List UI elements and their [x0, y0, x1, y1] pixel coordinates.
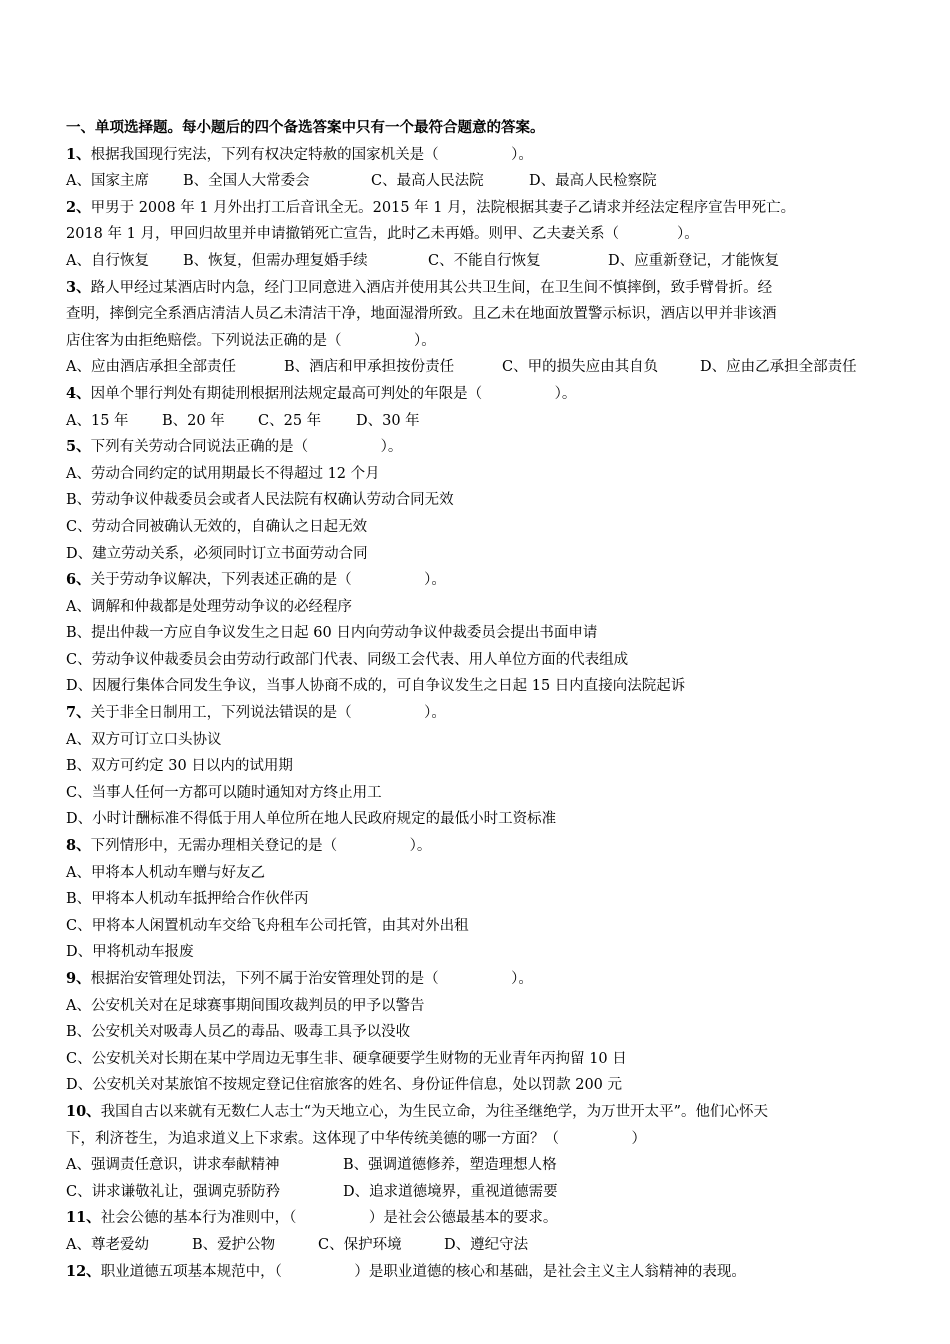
option-d: D、遵纪守法 — [444, 1236, 529, 1253]
option-b: B、劳动争议仲裁委员会或者人民法院有权确认劳动合同无效 — [66, 492, 454, 509]
question-11-options — [66, 1232, 886, 1259]
option-a: A、甲将本人机动车赠与好友乙 — [66, 864, 265, 881]
option-b: B、双方可约定 30 日以内的试用期 — [66, 758, 293, 775]
question-number: 6、 — [66, 571, 91, 589]
question-text-line1: 路人甲经过某酒店时内急，经门卫同意进入酒店并使用其公共卫生间，在卫生间不慎摔倒，致手臂骨折。经 — [90, 279, 773, 296]
question-4 — [66, 381, 886, 408]
question-8 — [66, 833, 886, 860]
question-7 — [66, 700, 886, 727]
option-b: B、20 年 — [162, 412, 225, 429]
question-text-line1: 我国自古以来就有无数仁人志士“为天地立心，为生民立命，为往圣继绝学，为万世开太平”。他们心怀天 — [100, 1103, 769, 1120]
option-c: C、当事人任何一方都可以随时通知对方终止用工 — [66, 784, 382, 801]
option-d: D、甲将机动车报废 — [66, 944, 194, 961]
option-c: C、公安机关对长期在某中学周边无事生非、硬拿硬要学生财物的无业青年丙拘留 10 日 — [66, 1050, 627, 1067]
question-3-continued: 店住客为由拒绝赔偿。下列说法正确的是（ ）。 — [66, 332, 436, 349]
option-b: B、公安机关对吸毒人员乙的毒品、吸毒工具予以没收 — [66, 1024, 411, 1041]
question-9 — [66, 966, 886, 993]
question-2-continued: 2018 年 1 月，甲回归故里并申请撤销死亡宣告，此时乙未再婚。则甲、乙夫妻关系（ ）。 — [66, 226, 699, 243]
question-number: 12、 — [66, 1262, 101, 1280]
option-c: C、25 年 — [258, 412, 322, 429]
question-number: 7、 — [66, 704, 91, 722]
option-b: B、恢复，但需办理复婚手续 — [183, 252, 368, 269]
option-c: C、不能自行恢复 — [428, 252, 541, 269]
question-10 — [66, 1099, 886, 1126]
option-d: D、30 年 — [356, 412, 420, 429]
option-a: A、双方可订立口头协议 — [66, 731, 222, 748]
question-text: 职业道德五项基本规范中，（ ）是职业道德的核心和基础，是社会主义主人翁精神的表现。 — [100, 1263, 746, 1280]
option-c: C、保护环境 — [318, 1236, 402, 1253]
question-text: 根据治安管理处罚法，下列不属于治安管理处罚的是（ ）。 — [90, 971, 533, 987]
question-text-line1: 甲男于 2008 年 1 月外出打工后音讯全无。2015 年 1 月，法院根据其妻子乙请求并经法定程序宣告甲死亡。 — [90, 199, 796, 216]
question-text: 根据我国现行宪法，下列有权决定特赦的国家机关是（ ）。 — [90, 146, 533, 163]
question-number: 11、 — [66, 1209, 101, 1227]
question-text: 关于劳动争议解决，下列表述正确的是（ ）。 — [90, 572, 446, 589]
question-number: 4、 — [66, 384, 91, 402]
option-d: D、最高人民检察院 — [529, 173, 657, 190]
question-number: 3、 — [66, 278, 91, 296]
option-a: A、应由酒店承担全部责任 — [66, 359, 236, 376]
question-10-options-cd — [66, 1179, 886, 1206]
question-number: 1、 — [66, 145, 91, 163]
question-3-options — [66, 354, 886, 381]
question-4-options — [66, 408, 886, 435]
question-12 — [66, 1259, 886, 1286]
option-a: A、尊老爱幼 — [66, 1236, 149, 1253]
question-text: 下列情形中，无需办理相关登记的是（ ）。 — [90, 838, 432, 855]
option-b: B、甲将本人机动车抵押给合作伙伴丙 — [66, 891, 309, 908]
question-6 — [66, 567, 886, 594]
option-a: A、自行恢复 — [66, 252, 149, 269]
question-text: 下列有关劳动合同说法正确的是（ ）。 — [90, 439, 403, 456]
question-1 — [66, 142, 886, 169]
question-number: 10、 — [66, 1102, 101, 1120]
question-10-options-ab — [66, 1152, 886, 1179]
question-number: 5、 — [66, 438, 91, 456]
option-a: A、调解和仲裁都是处理劳动争议的必经程序 — [66, 598, 352, 615]
option-d: D、追求道德境界，重视道德需要 — [343, 1183, 558, 1200]
option-d: D、应重新登记，才能恢复 — [608, 252, 780, 269]
question-text: 社会公德的基本行为准则中，（ ）是社会公德最基本的要求。 — [100, 1210, 558, 1227]
question-3-continued: 查明，摔倒完全系酒店清洁人员乙未清洁干净，地面湿滑所致。且乙未在地面放置警示标识，酒店以甲并非该酒 — [66, 306, 777, 323]
option-c: C、甲将本人闲置机动车交给飞舟租车公司托管，由其对外出租 — [66, 917, 469, 934]
option-c: C、劳动争议仲裁委员会由劳动行政部门代表、同级工会代表、用人单位方面的代表组成 — [66, 651, 629, 668]
option-c: C、讲求谦敬礼让，强调克骄防矜 — [66, 1183, 281, 1200]
question-3 — [66, 275, 886, 302]
option-b: B、提出仲裁一方应自争议发生之日起 60 日内向劳动争议仲裁委员会提出书面申请 — [66, 625, 598, 642]
option-a: A、劳动合同约定的试用期最长不得超过 12 个月 — [66, 465, 380, 482]
option-a: A、公安机关对在足球赛事期间围攻裁判员的甲予以警告 — [66, 997, 425, 1014]
option-d: D、小时计酬标准不得低于用人单位所在地人民政府规定的最低小时工资标准 — [66, 811, 557, 828]
option-d: D、建立劳动关系，必须同时订立书面劳动合同 — [66, 545, 368, 562]
option-a: A、强调责任意识，讲求奉献精神 — [66, 1157, 280, 1174]
question-10-continued: 下，利济苍生，为追求道义上下求索。这体现了中华传统美德的哪一方面？（ ） — [66, 1130, 646, 1147]
option-d: D、因履行集体合同发生争议，当事人协商不成的，可自争议发生之日起 15 日内直接向法院起诉 — [66, 678, 686, 695]
option-b: B、全国人大常委会 — [183, 173, 310, 190]
question-2 — [66, 195, 886, 222]
option-b: B、强调道德修养，塑造理想人格 — [343, 1157, 557, 1174]
option-d: D、公安机关对某旅馆不按规定登记住宿旅客的姓名、身份证件信息，处以罚款 200 元 — [66, 1077, 623, 1094]
question-text: 因单个罪行判处有期徒刑根据刑法规定最高可判处的年限是（ ）。 — [90, 385, 577, 402]
question-5 — [66, 434, 886, 461]
option-d: D、应由乙承担全部责任 — [700, 359, 857, 376]
question-2-options — [66, 248, 886, 275]
option-b: B、酒店和甲承担按份责任 — [284, 359, 455, 376]
option-a: A、国家主席 — [66, 173, 149, 190]
option-b: B、爱护公物 — [192, 1236, 276, 1253]
question-11 — [66, 1205, 886, 1232]
question-number: 9、 — [66, 970, 91, 987]
option-c: C、劳动合同被确认无效的，自确认之日起无效 — [66, 518, 368, 535]
question-number: 8、 — [66, 837, 91, 855]
question-1-options — [66, 168, 886, 195]
option-c: C、甲的损失应由其自负 — [502, 359, 659, 376]
option-c: C、最高人民法院 — [371, 173, 484, 190]
section-heading: 一、单项选择题。每小题后的四个备选答案中只有一个最符合题意的答案。 — [66, 119, 545, 136]
option-a: A、15 年 — [66, 412, 129, 429]
exam-document — [66, 115, 886, 1285]
question-text: 关于非全日制用工，下列说法错误的是（ ）。 — [90, 705, 446, 722]
question-number: 2、 — [66, 198, 91, 216]
